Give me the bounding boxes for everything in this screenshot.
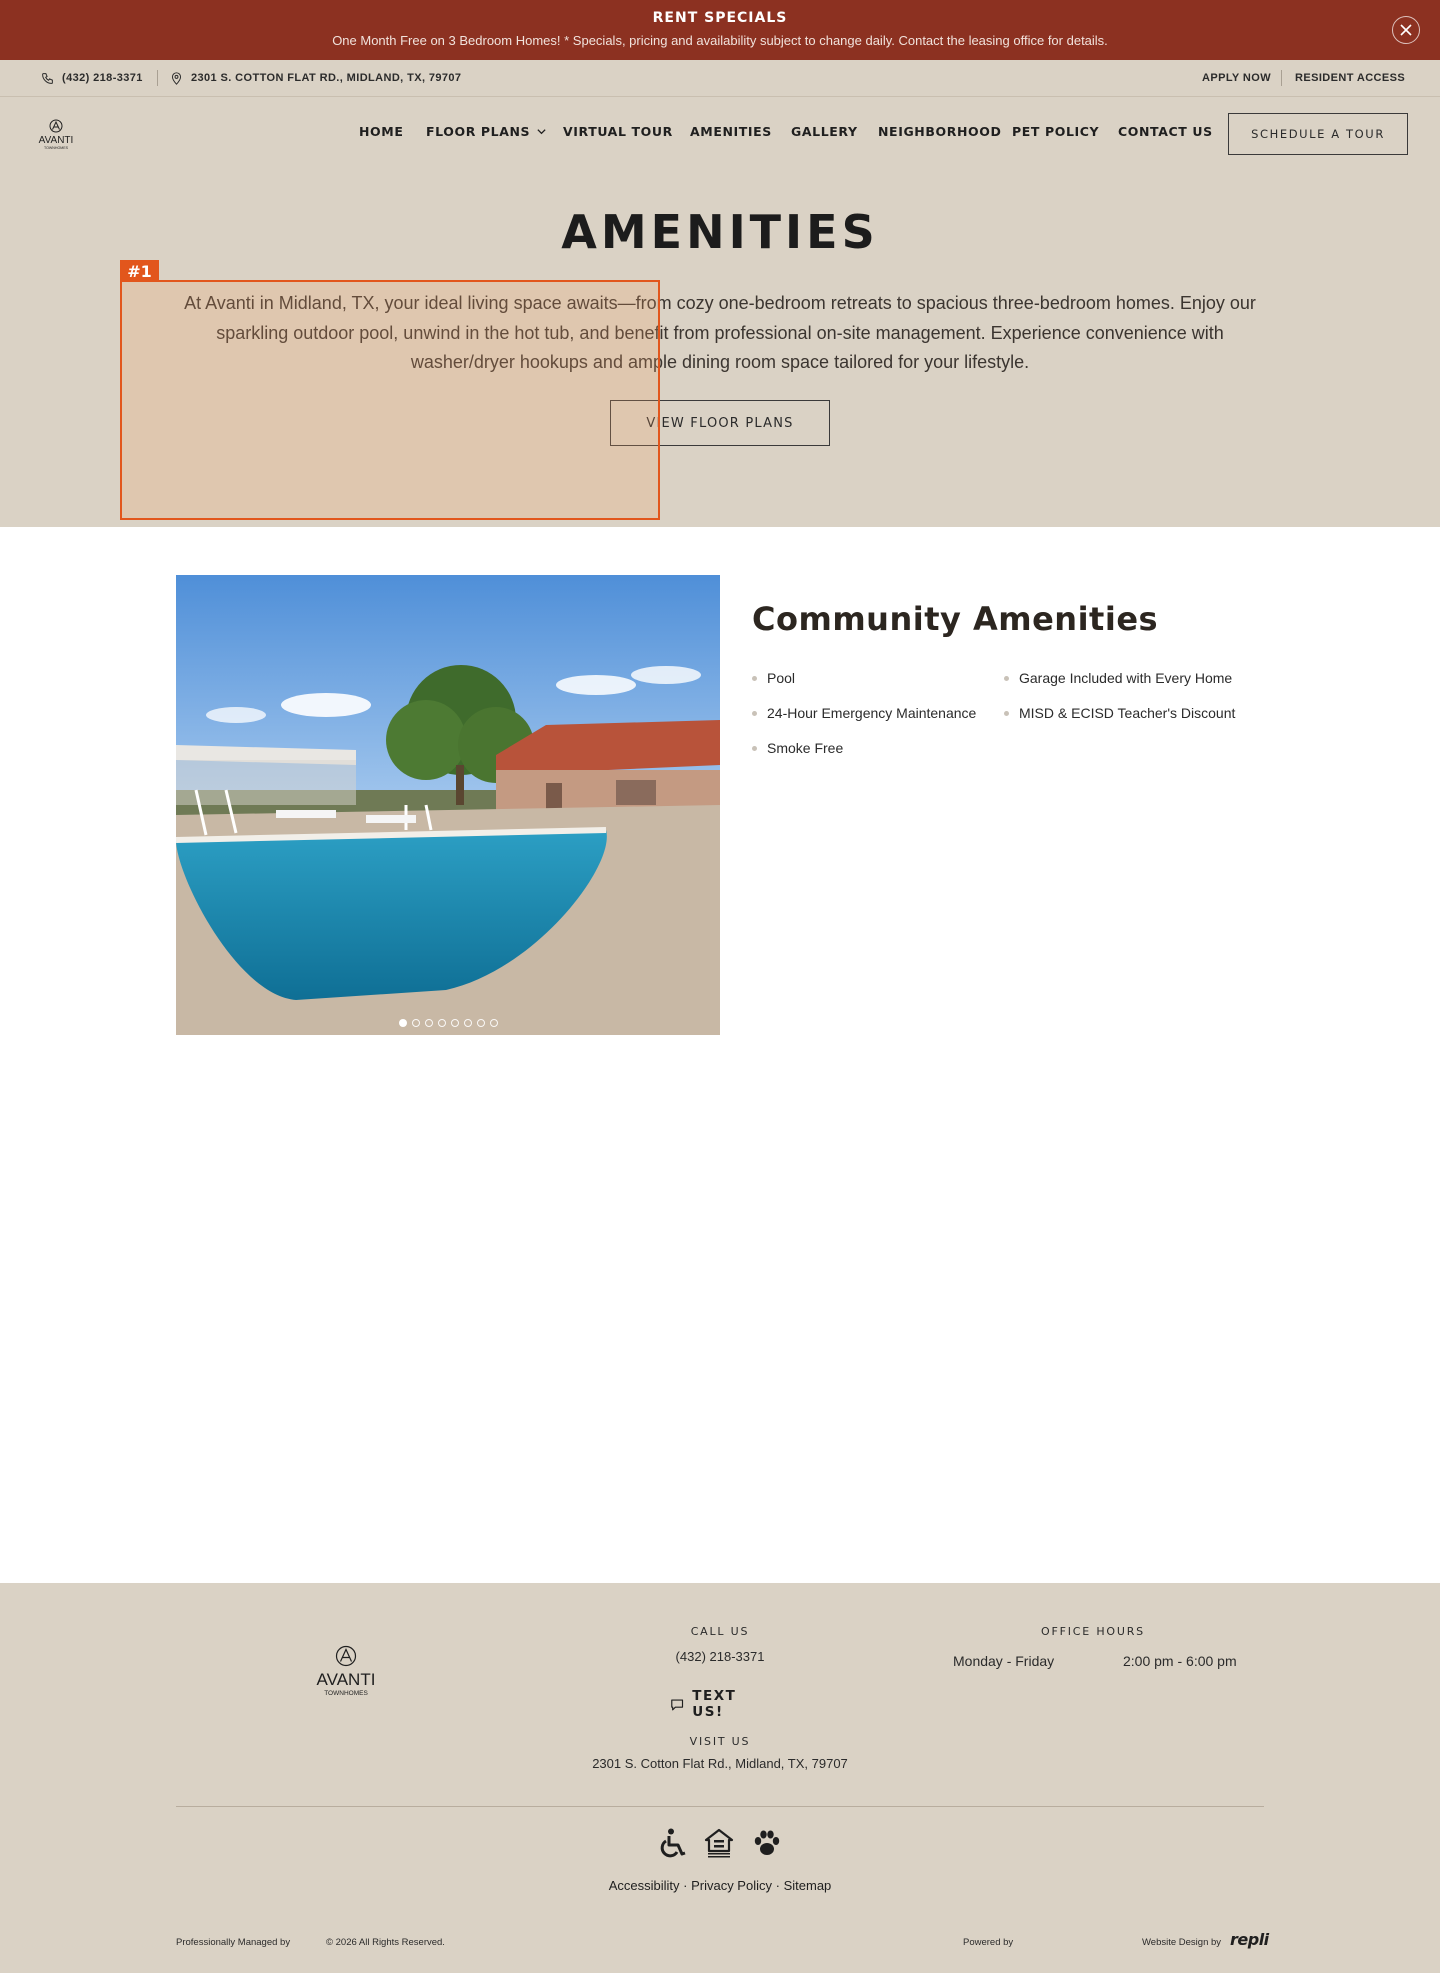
rent-specials-banner xyxy=(0,0,1440,60)
carousel-dot[interactable] xyxy=(438,1019,446,1027)
community-amenities-title: Community Amenities xyxy=(752,600,1159,638)
banner-text: One Month Free on 3 Bedroom Homes! * Specials, pricing and availability subject to change daily. Contact the leasing office for details. xyxy=(332,33,1108,48)
utility-divider xyxy=(157,70,158,86)
carousel-dots xyxy=(176,1019,720,1027)
privacy-policy-link[interactable]: Privacy Policy xyxy=(691,1878,772,1893)
nav-pet-policy[interactable]: PET POLICY xyxy=(1012,124,1100,139)
copyright-text: © 2026 All Rights Reserved. xyxy=(326,1937,445,1948)
call-us-label: CALL US xyxy=(690,1625,750,1638)
sitemap-link[interactable]: Sitemap xyxy=(783,1878,832,1893)
office-hours-label: OFFICE HOURS xyxy=(1041,1625,1145,1638)
avanti-logo[interactable] xyxy=(36,119,76,153)
office-hours-days: Monday - Friday xyxy=(953,1653,1055,1669)
svg-text:AVANTI: AVANTI xyxy=(38,135,74,146)
amenities-list-column-2 xyxy=(1004,668,1235,738)
svg-text:AVANTI: AVANTI xyxy=(316,1670,376,1689)
nav-floor-plans-label: FLOOR PLANS xyxy=(426,124,531,139)
hero-description: At Avanti in Midland, TX, your ideal living space awaits—from cozy one-bedroom retreats to spacious three-bedroom homes. Enjoy our sparkling outdoor pool, unwind in the hot tub, and benefit from professional on-site management. Experience convenience with washer/dryer hookups and ample dining room space tailored for your lifestyle. xyxy=(184,293,1256,372)
chat-bubble-icon xyxy=(670,1697,684,1712)
amenity-photo-carousel[interactable] xyxy=(176,575,720,1035)
nav-contact-us[interactable]: CONTACT US xyxy=(1118,124,1213,139)
carousel-dot[interactable] xyxy=(425,1019,433,1027)
text-us-button[interactable] xyxy=(670,1688,770,1720)
site-header xyxy=(0,97,1440,177)
footer-address[interactable]: 2301 S. Cotton Flat Rd., Midland, TX, 79707 xyxy=(592,1756,848,1771)
carousel-dot[interactable] xyxy=(451,1019,459,1027)
nav-home[interactable]: HOME xyxy=(359,124,404,139)
address-text: 2301 S. COTTON FLAT RD., MIDLAND, TX, 79707 xyxy=(191,72,462,84)
address-link[interactable] xyxy=(170,60,461,96)
footer-divider xyxy=(176,1806,1264,1807)
footer-links xyxy=(0,1878,1440,1893)
list-item: Garage Included with Every Home xyxy=(1004,668,1235,703)
apply-now-link[interactable]: APPLY NOW xyxy=(1202,72,1272,84)
list-item: Pool xyxy=(752,668,976,703)
nav-gallery[interactable]: GALLERY xyxy=(791,124,858,139)
close-icon xyxy=(1400,24,1412,36)
pool-photo xyxy=(176,575,720,1035)
svg-text:TOWNHOMES: TOWNHOMES xyxy=(43,146,69,150)
resident-access-link[interactable]: RESIDENT ACCESS xyxy=(1295,72,1406,84)
page-title: AMENITIES xyxy=(561,205,879,259)
repli-logo[interactable]: repli xyxy=(1230,1930,1269,1949)
carousel-dot[interactable] xyxy=(464,1019,472,1027)
accessibility-icon xyxy=(656,1827,688,1859)
website-design-text: Website Design by xyxy=(1142,1937,1222,1948)
carousel-dot[interactable] xyxy=(399,1019,407,1027)
chevron-down-icon xyxy=(536,126,547,137)
nav-neighborhood[interactable]: NEIGHBORHOOD xyxy=(878,124,1002,139)
carousel-dot[interactable] xyxy=(412,1019,420,1027)
annotation-tag: #1 xyxy=(120,260,159,282)
link-separator: · xyxy=(775,1878,780,1893)
equal-housing-icon xyxy=(703,1827,735,1859)
phone-link[interactable] xyxy=(41,60,143,96)
amenities-list-column-1 xyxy=(752,668,976,773)
powered-by-text: Powered by xyxy=(963,1937,1014,1948)
carousel-dot[interactable] xyxy=(477,1019,485,1027)
phone-text: (432) 218-3371 xyxy=(62,72,143,84)
pet-paw-icon xyxy=(751,1827,783,1859)
nav-virtual-tour[interactable]: VIRTUAL TOUR xyxy=(563,124,673,139)
banner-title: RENT SPECIALS xyxy=(652,10,788,26)
nav-floor-plans[interactable] xyxy=(426,124,547,139)
list-item: 24-Hour Emergency Maintenance xyxy=(752,703,976,738)
annotation-highlight-box xyxy=(120,280,660,520)
office-hours-time: 2:00 pm - 6:00 pm xyxy=(1123,1653,1237,1669)
site-footer xyxy=(0,1583,1440,1973)
list-item: Smoke Free xyxy=(752,738,976,773)
accessibility-link[interactable]: Accessibility xyxy=(608,1878,680,1893)
svg-text:TOWNHOMES: TOWNHOMES xyxy=(324,1690,368,1697)
list-item: MISD & ECISD Teacher's Discount xyxy=(1004,703,1235,738)
view-floor-plans-button[interactable]: VIEW FLOOR PLANS xyxy=(610,400,830,446)
text-us-label: TEXT US! xyxy=(692,1688,737,1720)
location-pin-icon xyxy=(170,72,183,85)
schedule-tour-button[interactable]: SCHEDULE A TOUR xyxy=(1228,113,1408,155)
banner-close-button[interactable] xyxy=(1392,16,1420,44)
link-separator: · xyxy=(683,1878,688,1893)
phone-icon xyxy=(41,72,54,85)
utility-bar xyxy=(0,60,1440,97)
footer-phone[interactable]: (432) 218-3371 xyxy=(675,1649,765,1664)
carousel-dot[interactable] xyxy=(490,1019,498,1027)
managed-by-text: Professionally Managed by xyxy=(176,1937,291,1948)
utility-divider xyxy=(1281,70,1282,86)
nav-amenities[interactable]: AMENITIES xyxy=(690,124,772,139)
visit-us-label: VISIT US xyxy=(689,1735,751,1748)
footer-logo[interactable] xyxy=(312,1645,380,1701)
